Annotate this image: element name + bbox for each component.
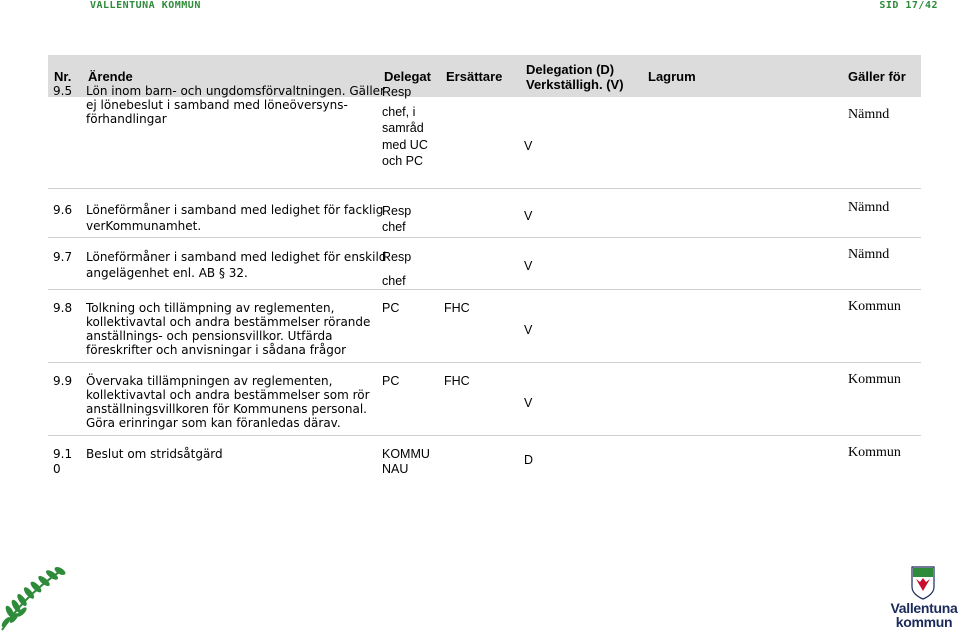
row-nr <box>53 447 72 477</box>
row-galler: Kommun <box>848 299 901 314</box>
leaf-branch-icon <box>0 560 70 631</box>
arende-line: föreskrifter och anvisningar i sådana frågor <box>86 343 347 357</box>
arende-line: angelägenhet enl. AB § 32. <box>86 266 248 280</box>
arende-line: Beslut om stridsåtgärd <box>86 447 223 461</box>
delegat-line: PC <box>382 374 400 388</box>
arende-line: Övervaka tillämpningen av reglementen, <box>86 374 333 388</box>
row-ersattare: FHC <box>444 301 470 315</box>
arende-line: verKommunamhet. <box>86 219 202 233</box>
row-galler: Kommun <box>848 372 901 387</box>
delegat-line: KOMMU <box>382 447 430 461</box>
row-divider <box>48 188 921 189</box>
row-divider <box>48 289 921 290</box>
row-divider <box>48 362 921 363</box>
row-galler: Kommun <box>848 445 901 460</box>
header-nr: Nr. <box>54 69 72 84</box>
delegat-line: med UC <box>382 137 428 152</box>
row-delegat <box>382 447 430 477</box>
running-header <box>0 0 960 13</box>
arende-line: Göra erinringar som kan föranledas därav. <box>86 416 341 430</box>
row-dv: V <box>524 209 533 223</box>
row-galler: Nämnd <box>848 200 890 215</box>
header-ersattare: Ersättare <box>446 69 503 84</box>
row-dv: V <box>524 139 533 153</box>
row-galler: Nämnd <box>848 107 890 122</box>
delegat-line: Resp <box>382 250 412 264</box>
logo-line-2: kommun <box>895 614 953 630</box>
delegat-line: Resp <box>382 85 412 99</box>
arende-line: anställningsvillkoren för Kommunens personal. <box>86 402 367 416</box>
row-galler: Nämnd <box>848 247 890 262</box>
arende-line: Lön inom barn- och ungdomsförvaltningen. Gäller <box>86 84 385 98</box>
arende-line: anställnings- och pensionsvillkor. Utfärda <box>86 329 333 343</box>
delegat-line: och PC <box>382 154 423 168</box>
row-dv: V <box>524 396 533 410</box>
delegat-line: samråd <box>382 121 424 135</box>
row-nr: 9.5 <box>53 84 73 98</box>
row-divider <box>48 435 921 436</box>
arende-line: Löneförmåner i samband med ledighet för facklig <box>86 203 384 217</box>
row-arende <box>86 203 383 233</box>
page-number: SID 17/42 <box>879 0 938 11</box>
row-delegat <box>382 203 411 235</box>
row-delegat <box>382 374 399 388</box>
delegat-line: chef <box>382 274 406 288</box>
header-galler-for: Gäller för <box>848 69 906 84</box>
row-ersattare: FHC <box>444 374 470 388</box>
arende-line: kollektivavtal och andra bestämmelser som rör <box>86 388 370 402</box>
row-nr: 9.6 <box>53 203 73 217</box>
header-arende: Ärende <box>88 69 133 84</box>
row-divider <box>48 237 921 238</box>
row-delegat <box>382 250 411 288</box>
header-verkstallighet: Verkställigh. (V) <box>526 77 624 92</box>
row-nr: 9.8 <box>53 301 73 315</box>
row-dv: V <box>524 259 533 273</box>
delegat-line: chef, i <box>382 104 416 119</box>
row-arende <box>86 447 223 461</box>
arende-line: Löneförmåner i samband med ledighet för enskild <box>86 250 387 264</box>
arende-line: kollektivavtal och andra bestämmelser rörande <box>86 315 371 329</box>
arende-line: förhandlingar <box>86 112 167 126</box>
header-delegat: Delegat <box>384 69 431 84</box>
delegat-line: chef <box>382 220 406 234</box>
municipality-logo-text <box>887 601 960 629</box>
row-delegat <box>382 84 428 170</box>
delegat-line: PC <box>382 301 400 315</box>
row-dv: V <box>524 323 533 337</box>
delegation-table <box>48 55 921 483</box>
delegat-line: NAU <box>382 462 409 476</box>
nr-line: 0 <box>53 462 61 476</box>
row-nr: 9.9 <box>53 374 73 388</box>
row-nr: 9.7 <box>53 250 73 264</box>
nr-line: 9.1 <box>53 447 73 461</box>
row-delegat <box>382 301 399 315</box>
arende-line: ej lönebeslut i samband med löneöversyns- <box>86 98 348 112</box>
header-lagrum: Lagrum <box>648 69 696 84</box>
row-arende <box>86 301 370 357</box>
row-arende <box>86 250 386 280</box>
org-name: VALLENTUNA KOMMUN <box>90 0 201 11</box>
delegat-line: Resp <box>382 204 412 218</box>
row-arende <box>86 84 385 126</box>
logo-line-1: Vallentuna <box>890 600 958 616</box>
header-delegation: Delegation (D) <box>526 62 615 77</box>
row-arende <box>86 374 370 430</box>
arende-line: Tolkning och tillämpning av reglementen, <box>86 301 335 315</box>
row-dv: D <box>524 453 534 467</box>
